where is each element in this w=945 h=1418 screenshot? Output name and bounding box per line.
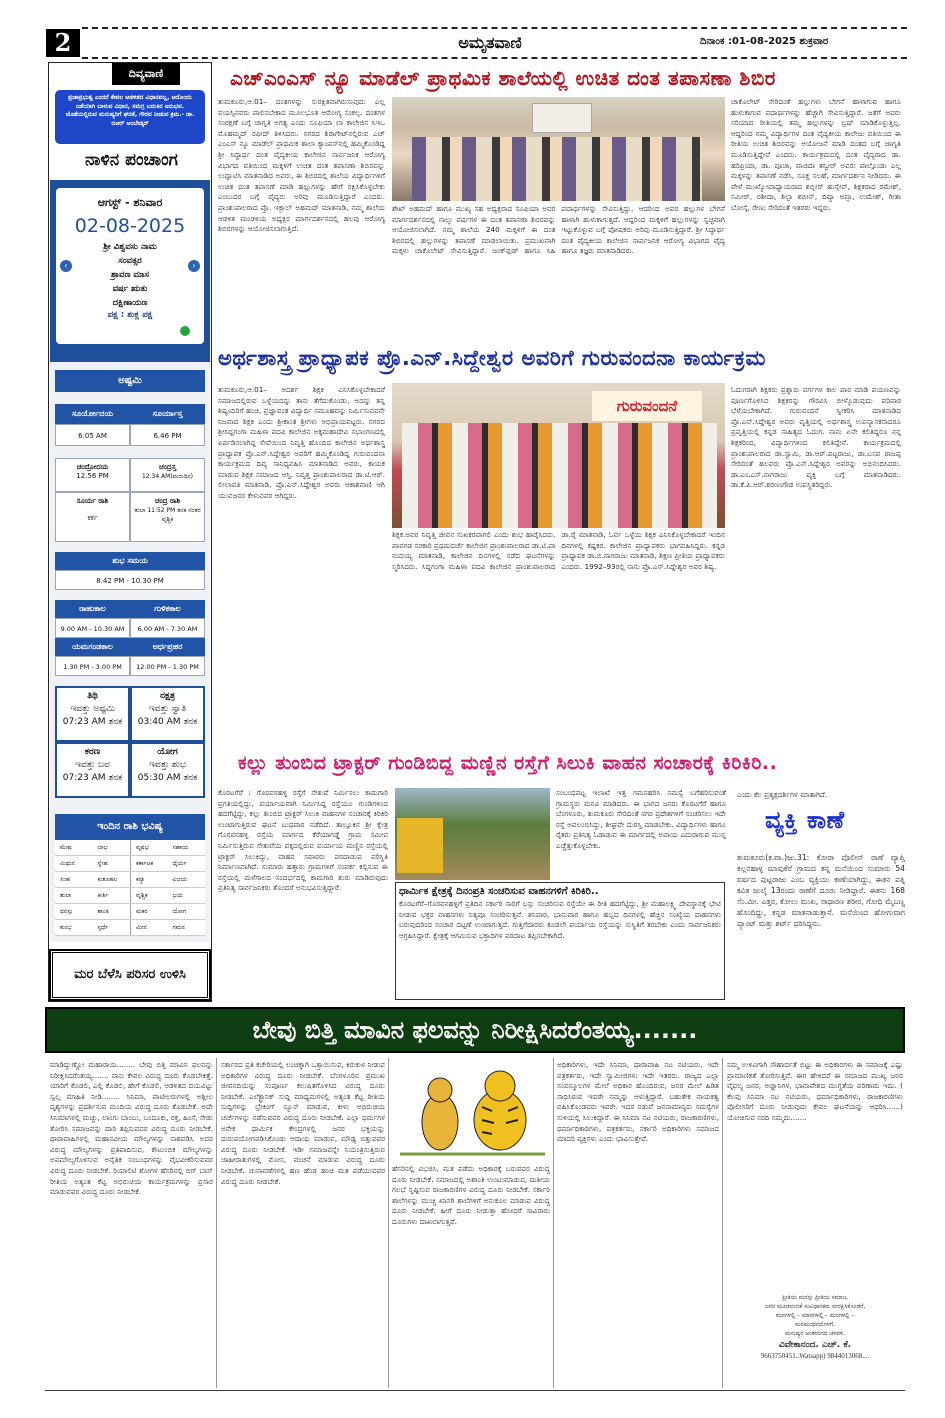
rashi-prediction: ಕುತೂಹಲ [97, 876, 118, 883]
sunrise-time: 6:05 AM [55, 424, 130, 446]
panchanga-date: 02-08-2025 [74, 215, 186, 237]
rashi-sign: ಮಕರ [130, 904, 168, 919]
dharmika-box [395, 882, 725, 1000]
article1-col1: ತುಮಕೂರು,ಆ.01– ದಂತಗಳನ್ನು ಸುರಕ್ಷಿತವಾಗಿರುಸುವುದು ಎಲ್ಲ ವಯಸ್ಸಿನವರು ಪಾಲಿಸಬೇಕಾದ ಮೂಲಭೂತ ಆರೋಗ್ಯ ಸಂಕಲ್ಪ. ದಂತಗಳ ಸಂರಕ್ಷಣೆ ಬಗ್ಗೆ ಜಾಗೃತಿ ಅಗತ್ಯ ಎಂದು ಸೂಫಿಯಾ ಲಾ ಕಾಲೇಜಿನ ಸಿಇಒ ಮೊಹಮ್ಮದ್ ರಫೀದ್ ತಿಳಿಸಿದರು. ನಗರದ ಶಿರಾಗೇಟ್‌ನಲ್ಲಿರುವ ಎಚ್ ಎಂಎಸ್ ನ್ಯೂ ಮಾಡೆಲ್ ಪ್ರಾಥಮಿಕ ಶಾಲಾ ಕ್ಯಾಂಪಸ್‌ನಲ್ಲಿ ಹಮ್ಮಿಕೊಂಡಿದ್ದ ಶ್ರೀ ಸಿದ್ಧಾರ್ಥ ದಂತ ವೈದ್ಯಕೀಯ ಕಾಲೇಜಿನ ಸಾರ್ವಜನಿಕ ಆರೋಗ್ಯ ವಿಭಾಗದ ವತಿಯಿಂದ ಮಕ್ಕಳಿಗೆ ಉಚಿತ ದಂತ ತಪಾಸಣಾ ಶಿಬಿರವನ್ನು ಉದ್ಘಾಟಿಸಿ ಮಾತನಾಡಿದ ಅವರು, ಈ ಶಿಬಿರದಲ್ಲಿ ಶಾಲೆಯ ವಿದ್ಯಾರ್ಥಿಗಳಿಗೆ ಉಚಿತ ದಂತ ತಪಾಸಣೆ ಮಾಡಿ ಹಲ್ಲುಗಳನ್ನು ಹೇಗೆ ರಕ್ಷಿಸಿಕೊಳ್ಳಬೇಕು ಎಂಬುದರ ಬಗ್ಗೆ ವೈದ್ಯರು ಅರಿವು ಮೂಡಿಸುತ್ತಿದ್ದಾರೆ ಎಂದರು. ಪ್ರಾಂಶುಪಾಲರಾದ ಪ್ರೊ. ಇಕ್ಬಾಲ್ ಅಹಮದ್ ಮಾತನಾಡಿ, ನಮ್ಮ ಶಾಲೆಯ ಆಡಳಿತ ಮಂಡಳಿಯ ಅಧ್ಯಕ್ಷರ ಮಾರ್ಗದರ್ಶನದಲ್ಲಿ ಹಲವು ಆರೋಗ್ಯ ಶಿಬಿರಗಳನ್ನು ಆಯೋಜಿಸಲಾಗುತ್ತಿದೆ. [218, 97, 385, 234]
slogan-box: ಮರ ಬೆಳೆಸಿ ಪರಿಸರ ಉಳಿಸಿ [50, 950, 210, 1000]
rashi-row [55, 920, 205, 936]
rashi-table [55, 840, 205, 936]
rashi-prediction: ಕೀರ್ತಿ [97, 892, 109, 899]
moonrise-time: 12.56 PM [76, 472, 109, 480]
nakshatra-today: ಇವತ್ತು ಸ್ವಾತಿ [148, 704, 187, 714]
column-divider [388, 1058, 389, 1388]
rashi-sign: ಸಿಂಹ [60, 876, 71, 883]
dog-head [428, 1078, 452, 1102]
sunset-time: 6.46 PM [130, 424, 205, 446]
samvatsara-label: ಸಂವತ್ಸರ [118, 256, 142, 266]
editorial-col1: ಮಾಡಿದ್ದುಣ್ಣೋ ಮಹಾರಾಯ........ ಬೇವು ಬಿತ್ತಿ ಮಾವಿನ ಫಲವನ್ನು ನಿರೀಕ್ಷಿಸಿದರೆಂತಯ್ಯ....... ನಾನು ಕೇವಲ ವಿರುದ್ಧ ದೂರು ಕೊಡಬೇಕಿತ್ತೆ. ಯಾರಿಗೆ ಕೊಡಲಿ, ಎಲ್ಲಿ ಕೊಡಲಿ, ಹೇಗೆ ಕೊಡಲಿ, ಆಡಳಿತದ ದಯವಿಟ್ಟು ಸ್ವಲ್ಪ ಮಾಹಿತಿ ನೀಡಿ........ ಸಿನಿಮಾ, ಪಾಟೀಲರುಗಳಲ್ಲಿ ಅಶ್ಲೀಲ ದೃಶ್ಯಗಳನ್ನು ಪ್ರದರ್ಶಿಸುವ ಮಂದಿಯ ವಿರುದ್ಧ ದೂರು ಕೊಡಬೇಕೆ. ಅದೇ ಸಿನಿಮಾಗಳಲ್ಲಿ ಮಚ್ಚು, ಲಾಂಗು ಬಾಂಬು, ಬಂದೂಕು, ರಕ್ತ, ಹಿಂಸೆ, ಸೇಡು ತೋರಿಸಿ ಸಮಾಜವನ್ನು ದಾರಿ ತಪ್ಪಿಸುವವರ ವಿರುದ್ಧ ದೂರು ನೀಡಬೇಕೆ. ಧಾರಾವಾಹಿಗಳಲ್ಲಿ ಮಹಾನವೀಯ ಮೌಲ್ಯಗಳನ್ನು ನಾಶಪಡಿಸಿ ಅದರ ವಿರುದ್ಧ ಮೌಲ್ಯಗಳನ್ನು ಪ್ರತಿಪಾದಿಸುವ, ಕೌಟುಂಬಿಕ ಮೌಲ್ಯಗಳನ್ನು ಅಪಮೌಲ್ಯಗೊಳಿಸುವ ಅನೈತಿಕ ಸಂಬಂಧಗಳನ್ನು ವೈಭವೀಕರಿಸುವವರ ವಿರುದ್ಧ ದೂರು ನೀಡಬೇಕೆ. ರಿಯಾಲಿಟಿ ಶೋಗಳ ಹೆಸರಿನಲ್ಲಿ ಬಿಗ್ ಬಾಸ್ ರೀತಿಯ ಅತ್ಯಂತ ಕೆಟ್ಟ ಅಭಿರುಚಿಯ ಕಾರ್ಯಕ್ರಮಗಳನ್ನು ಪ್ರಸಾರ ಮಾಡುವವರ ವಿರುದ್ಧ ದೂರು ನೀಡಬೇಕೆ. [50, 1060, 213, 1197]
article3-headline: ಕಲ್ಲು ತುಂಬಿದ ಟ್ರಾಕ್ಟರ್ ಗುಂಡಿಬಿದ್ದ ಮಣ್ಣಿನ ರಸ್ತೆಗೆ ಸಿಲುಕಿ ವಾಹನ ಸಂಚಾರಕ್ಕೆ ಕಿರಿಕಿರಿ.. [238, 752, 778, 774]
rashi-sign: ಮೇಷ [60, 844, 72, 851]
page-bottom-rule [45, 1390, 905, 1391]
chandra-rashi-cell [130, 492, 205, 542]
rashi-sign: ವೃಷಭ [130, 840, 168, 855]
paksha: ಪಕ್ಷ : ಶುಕ್ಲ ಪಕ್ಷ [107, 310, 153, 320]
tithi-today: ಇವತ್ತು ಅಷ್ಟಮಿ [70, 704, 115, 714]
article3-col2: ಸಂಬಂಧಪಟ್ಟ ಇಲಾಖೆ ಇತ್ತ ಗಮನಹರಿಸಿ ಸಮಸ್ಯೆ ಬಗೆಹರಿಸುವಂತೆ ಗ್ರಾಮಸ್ಥರು ಮನವಿ ಮಾಡಿದರು. ಈ ಭಾಗದ ಜನರು ಕೊರಟಗೆರೆ ಹಾಗೂ ಬೆಂಗಳೂರು, ತುಮಕೂರು ಸೇರಿದಂತೆ ನಗರ ಪ್ರದೇಶಗಳಿಗೆ ಸಂಚರಿಸಲು ಇದೇ ರಸ್ತೆ ಅವಲಂಬಿಸಿದ್ದು, ಶೀಘ್ರವೇ ದುರಸ್ತಿ ಮಾಡಬೇಕು. ವಿದ್ಯಾರ್ಥಿಗಳು ಹಾಗೂ ರೈತರು ಪ್ರತಿನಿತ್ಯ ಓಡಾಡುವ ಈ ಮಾರ್ಗದಲ್ಲಿ ಅಪಾಯ ಎದುರಾಗುವ ಮುನ್ನ ಎಚ್ಚೆತ್ತುಕೊಳ್ಳಬೇಕು. [556, 788, 726, 850]
masthead-title: ಅಮೃತವಾಣಿ [458, 33, 522, 52]
column-divider [722, 1058, 723, 1388]
tithi-until: 07:23 AM ತನಕ [62, 717, 123, 727]
sunrise-label: ಸೂರ್ಯೋದಯ [55, 404, 130, 424]
moonset-cell [130, 458, 205, 492]
missing-person-text: ತುಮಕೂರು(ಕ.ವಾ.)ಜು.31: ಕೋರಾ ಪೊಲೀಸ್ ಠಾಣೆ ವ್ಯಾಪ್ತಿ ಕಲ್ಲನಹಾಳ್ಳ ಮಾವುಕೆರೆ ಗ್ರಾಮದ ತನ್ನ ಮನೆಯಿಂದ ಸುಮಾರು 54 ವರ್ಷದ ಪುಟ್ಟರಾಜು ಎಂಬ ವ್ಯಕ್ತಿಯು ಕಾಣೆಯಾಗಿದ್ದು, ಈತನ ಪತ್ನಿ ಕವಿತ ಜುಲೈ 13ರಂದು ಠಾಣೆಗೆ ದೂರು ನೀಡಿದ್ದಾರೆ. ಈತನು 168 ಸೆಂ.ಮೀ. ಎತ್ತರ, ಕೋಲು ಮುಖ, ಸಾಧಾರಣ ಶರೀರ, ಗೋಧಿ ಮೈಬಣ್ಣ ಹೊಂದಿದ್ದು, ಕನ್ನಡ ಮಾತನಾಡುತ್ತಾನೆ. ಮನೆಯಿಂದ ಹೋಗುವಾಗ ಪ್ಯಾಂಟ್ ಮತ್ತು ಶರ್ಟ್ ಧರಿಸಿದ್ದನು. [737, 853, 905, 928]
masa: ಶ್ರಾವಣ ಮಾಸ [110, 270, 150, 280]
signature-block [727, 1294, 903, 1386]
yoga-label: ಯೋಗ [157, 747, 178, 757]
moonrise-cell [55, 458, 130, 492]
article1-caption: ಶೇಖ್ ಅಹಮದ್ ಹಾಗೂ ಮುಖ್ಯ ಸಹ ಅಧ್ಯಕ್ಷರಾದ ಸೂಫಿಯಾ ಅವರ ಮಾರ್ಗದರ್ಶನದಲ್ಲಿ ನಾಲ್ಕು ವರ್ಷಗಳ ಈ ದಂತ ತಪಾಸಣಾ ಶಿಬಿರವನ್ನು ಆಯೋಜಿಸಲಾಗಿದೆ. ನಮ್ಮ ಶಾಲೆಯ 240 ಮಕ್ಕಳಿಗೆ ಈ ದಂತ ಶಿಬಿರದಲ್ಲಿ ಹಲ್ಲುಗಳನ್ನು ತಪಾಸಣೆ ಮಾಡಲಾಯಿತು. ಪ್ರಮುಖವಾಗಿ ಮಕ್ಕಳು ಚಾಕೊಲೇಟ್ ಸೇವಿಸುತ್ತಿದ್ದಾರೆ. ಜಂಕ್‌ಫುಡ್ ಹಾಗೂ ಸಿಹಿ ಪದಾರ್ಥಗಳನ್ನು ಸೇವಿಸುತ್ತಿದ್ದು, ಆದರಿಂದ ಅವರ ಹಲ್ಲುಗಳ ಬೇಗನೆ ಹಾಳಾಗಿ ಹುಳುಕಾಗುತ್ತದೆ. ಆದ್ದರಿಂದ ಮಕ್ಕಳಿಗೆ ಹಲ್ಲುಗಳನ್ನು ಸ್ವಚ್ಛವಾಗಿ ಇಟ್ಟುಕೊಳ್ಳುವ ಬಗ್ಗೆ ಪೋಷಕರು ಅರಿವು ಮೂಡಿಸುತ್ತಿದ್ದಾರೆ. ಶ್ರೀ ಸಿದ್ಧಾರ್ಥ ದಂತ ವೈದ್ಯಕೀಯ ಕಾಲೇಜಿನ ಸಾರ್ವಜನಿಕ ಆರೋಗ್ಯ ವಿಭಾಗದ ವೈದ್ಯ ಹಾಗೂ ತಜ್ಞರು ಮಾತನಾಡಿದರು. [392, 204, 725, 256]
editorial-col5: ನಮ್ಮ ಉಳಿವಿಗಾಗಿ ಸೌಹಾರ್ದತೆ ಬಿಟ್ಟು ಈ ಅಧಿಕಾರಗಳು ಈ ಸಮಾಜಕ್ಕೆ ಎಷ್ಟು ಪ್ರಾಮಾಣಿಕತೆ ತೋರಿಸುತ್ತಿವೆ. ಈಗ ಹೇಳಿದರೆ ಈ ಸಮಾಜದ ಮುಖ್ಯ ಜನರ ವೈಫಲ್ಯ ಜನರ, ಅಜ್ಞಾನಿಗಳ, ಭಾವಾವೇಶದ ಮುಗ್ಧತೆಯ ಪರಿಣಾಮ ಇದು. ( ಕೆಲವು ಸಿನಿಮಾ ನಟ ನಟಿಯರು, ಧರ್ಮಾಧಿಕಾರಿಗಳು, ರಾಜಕಾರಣಿಗಳು ಪೊಲೀಸರಿಗೆ ದೂರು ನೀಡುವುದು ಕೇವಲ ಘಟನೆಯನ್ನು ಆಧರಿಸಿ......) ಯೋಚಿಸುವ ಸರದಿ ನಮ್ಮದು....... [727, 1060, 903, 1122]
article1-headline: ಎಚ್‌ಎಂಎಸ್ ನ್ಯೂ ಮಾಡೆಲ್ ಪ್ರಾಥಮಿಕ ಶಾಲೆಯಲ್ಲಿ ಉಚಿತ ದಂತ ತಪಾಸಣಾ ಶಿಬಿರ [230, 66, 776, 90]
prev-arrow-icon[interactable]: ‹ [60, 260, 72, 272]
photo-banner-text: ಗುರುವಂದನೆ [592, 391, 702, 421]
gulika-label: ಗುಳಿಕಕಾಲ [130, 600, 205, 618]
editorial-banner: ಬೇವು ಬಿತ್ತಿ ಮಾವಿನ ಫಲವನ್ನು ನಿರೀಕ್ಷಿಸಿದರೆಂತಯ್ಯ....... [45, 1007, 905, 1053]
column-divider [553, 1058, 554, 1388]
rashi-sign: ಧನಸ್ಸು [60, 908, 73, 915]
issue-date: ದಿನಾಂಕ :01-08-2025 ಶುಕ್ರವಾರ [700, 36, 829, 47]
rashi-prediction: ಲಾಭ [97, 844, 108, 851]
yoga-until: 05:30 AM ತನಕ [137, 773, 198, 783]
rashi-prediction: ಧೈರ್ಯ [172, 860, 187, 867]
sunset-label: ಸೂರ್ಯಾಸ್ತ [130, 404, 205, 424]
nakshatra-cell [130, 686, 205, 742]
nakshatra-label: ನಕ್ಷತ್ರ [159, 691, 176, 701]
rahu-label: ರಾಹುಕಾಲ [55, 600, 130, 618]
dharmika-title: ಧಾರ್ಮಿಕ ಕ್ಷೇತ್ರಕ್ಕೆ ದಿನಂಪ್ರತಿ ಸಂಚರಿಸುವ ವಾಹನಗಳಿಗೆ ಕಿರಿಕಿರಿ.. [399, 886, 599, 897]
surya-rashi-cell [55, 492, 130, 542]
rashi-prediction: ಭಯ [172, 892, 184, 899]
editorial-col3: ಹೆಸರಿನಲ್ಲಿ ವಿಭಜಿಸಿ, ಮತ ಪಡೆದು ಅಧಿಕಾರಕ್ಕೆ ಬರುವವರ ವಿರುದ್ಧ ದೂರು ನೀಡಬೇಕೆ. ಸಮಾಜದಲ್ಲಿ ಅಶಾಂತಿ ಉಂಟುಮಾಡುವ, ಮತೀಯ ಗಲಭೆ ಸೃಷ್ಟಿಸುವ ರಾಜಕಾರಣಿಗಳ ವಿರುದ್ಧ ದೂರು ನೀಡಬೇಕೆ. ಸರ್ಕಾರಿ ಶಾಲೆಗಳನ್ನು ಮುಚ್ಚಿ ಖಾಸಗಿ ಶಾಲೆಗಳಿಗೆ ಅನುಕೂಲ ಮಾಡುವ ವಿರುದ್ಧ ದೂರು ನೀಡಬೇಕೆ. ಹೀಗೆ ದೂರು ನೀಡುತ್ತಾ ಹೋದರೆ ಸಾವಿರಾರು ದೂರುಗಳು ದಾಖಲಾಗುತ್ತವೆ. [392, 1164, 550, 1226]
editorial-col2: ಸರ್ಕಾರದ ಪ್ರತಿ ಕಚೇರಿಯಲ್ಲಿ ಲಂಚಕ್ಕಾಗಿ ಒತ್ತಾಯಿಸುವ, ಕಿರುಕುಳ ನೀಡುವ ಅಧಿಕಾರಿಗಳ ವಿರುದ್ಧ ದೂರು ನೀಡಬೇಕೆ. ಬೆಂಗಳೂರಿನ ಪ್ರಮುಖ ಜೀವನದಿಯನ್ನು ಸಂಪೂರ್ಣ ಕಲುಷಿತಗೊಳಿಸಿದ ವಿರುದ್ಧ ದೂರು ನೀಡಬೇಕೆ. ಎಲೆಕ್ಟ್ರಾನಿಕ್ ಸುದ್ದಿ ಮಾಧ್ಯಮಗಳಲ್ಲಿ ಅತ್ಯಂತ ಕೆಟ್ಟ ರೀತಿಯ ಸುದ್ದಿಗಳನ್ನು ಬ್ರೇಕಿಂಗ್ ನ್ಯೂಸ್ ಮಾಡುವ, ಕೀಳು ಅಭಿರುಚಿಯ ಚರ್ಚೆಗಳನ್ನು ನಡೆಸುವವರ ವಿರುದ್ಧ ದೂರು ನೀಡಬೇಕೆ. ಎಲ್ಲಾ ಧರ್ಮಗಳ ಅನೇಕ ಧಾರ್ಮಿಕ ಕೇಂದ್ರಗಳಲ್ಲಿ ಜನರ ಭಕ್ತಿಯನ್ನು ದುರುಪಯೋಗಪಡಿಸಿಕೊಂಡು ಆದಾಯ ಮಾಡುವ, ಮೌಢ್ಯ ಬಿತ್ತುವವರ ವಿರುದ್ಧ ದೂರು ನೀಡಬೇಕೆ. ಇಡೀ ಸಮಾಜವನ್ನೇ ನಿಯಂತ್ರಿಸುತ್ತಿರುವ ಜಾಹೀರಾತುಗಳಲ್ಲಿ ಮೋಸ, ವಂಚನೆ ಮಾಡುವ ವಿರುದ್ಧ ದೂರು ನೀಡಬೇಕೆ. ಚುನಾವಣೆಗಳಲ್ಲಿ ಹಣ ಹೆಂಡ ಹಂಚಿ ಮತ ಪಡೆಯುವವರ ವಿರುದ್ಧ ದೂರು ನೀಡಬೇಕೆ. [221, 1060, 385, 1186]
column-divider [216, 1058, 217, 1388]
ayana: ದಕ್ಷಿಣಾಯಣ [112, 298, 148, 308]
moonset-time: 12.34 AM(ಮರುದಿನ) [141, 473, 194, 480]
signature-line: ಮನಗಳಲ್ಲಿ – ಮಾನಗಳಲ್ಲಿ – ಮನಗಳಲ್ಲಿ – [775, 1313, 855, 1319]
date-card [56, 188, 204, 344]
photo-banner [532, 103, 592, 133]
rashi-sign: ಕನ್ಯಾ [130, 872, 168, 887]
tiger-head [485, 1071, 515, 1101]
page-number: 2 [46, 29, 80, 57]
article2-photo [392, 383, 725, 528]
rashi-prediction: ಸ್ನೇಹ [97, 860, 108, 867]
signature-line: ಪ್ರೀತಿಯ ಮನಸ್ಸು ಪ್ರೀತಿಯ ಸಮಾಜ, [782, 1295, 848, 1301]
rashi-prediction: ಸ್ಪರ್ಧೆ [97, 924, 109, 931]
quote-box: ಪ್ರಜಾಪ್ರಭುತ್ವ ಎಂದರೆ ಕೇವಲ ಆಡಳಿತದ ವಿಧಾನವಲ್ಲ, ಅದೊಂದು ಜತೆಯಾಗಿ ಬಾಳುವ ವಿಧಾನ, ಸಮಗ್ರ ಬದುಕಿನ ಅನುಭವ. ಜೊತೆಯಲ್ಲಿರುವ ಮನುಷ್ಯರಿಗೆ ಘನತೆ, ಗೌರವ ನೀಡುವ ಕ್ರಮ.- ಡಾ. ಬಿಆರ್ ಅಂಬೇಡ್ಕರ್ [55, 90, 205, 144]
rashi-sign: ತುಲಾ [60, 892, 72, 899]
rashi-sign: ಕರ್ಕಾಟಕ [130, 856, 168, 871]
moonset-label: ಚಂದ್ರಸ್ತ [158, 463, 177, 471]
rashi-prediction: ಸಹಾಯ [172, 844, 189, 851]
ritu: ವರ್ಷ ಋತು [112, 284, 148, 294]
panchanga-title: ನಾಳಿನ ಪಂಚಾಂಗ [85, 150, 178, 170]
tractor-photo [395, 788, 550, 880]
signature-line: ಮನಮಂಥನದೊಳಗೆ, [795, 1322, 835, 1328]
rashi-prediction: ವಿಜಯ [172, 876, 187, 883]
signature-line: ಮನುಷ್ಯರ ಅಂತರಂಗದ ಚಳವಳಿ, [785, 1331, 845, 1337]
signature-line: ಜನರ ಮೂಡನಂಬಿಕೆ ಸಂವಿಧಾನಕರು ಸಂರಕ್ಷಿಸಿಕೊಂಡರೆ, [764, 1304, 866, 1310]
rashi-prediction: ಗಮನ [172, 924, 185, 931]
article3-col1: ಕೊರಟಗೆರೆ : ಗೊರವನಹಳ್ಳಿ ರಸ್ತೆಗೆ ಸೇತುವೆ ನಿರ್ಮಿಸಲು ಕಾಮಗಾರಿ ಪ್ರಗತಿಯಲ್ಲಿದ್ದು, ಪರ್ಯಾಯವಾಗಿ ನಿರ್ಮಿಸಿದ್ದ ರಸ್ತೆಯೂ ಗುಂಡಿಗಳಿಂದ ಹದಗೆಟ್ಟಿದ್ದು, ಕಲ್ಲು ತುಂಬಿದ ಟ್ರಾಕ್ಟರ್ ಸಿಲುಕಿ ವಾಹನಗಳ ಸಂಚಾರಕ್ಕೆ ಕಿರಿಕಿರಿ ಉಂಟಾಗುತ್ತಿರುವ ಘಟನೆ ಬುಧವಾರ ನಡೆದಿದೆ. ತಾಲ್ಲೂಕಿನ ಶ್ರೀ ಕ್ಷೇತ್ರ ಗೊರವನಹಳ್ಳಿ ರಸ್ತೆಯ ಮಾರ್ಗದ ಕೆರೆಯಾಗಡ್ಡೆ ಗ್ರಾಮ ಸಮೀಪ ನಿರ್ಮಿಸುತ್ತಿರುವ ಸೇತುವೆಯ ಪಕ್ಕದಲ್ಲಿರುವ ಪರ್ಯಾಯ ಮಣ್ಣಿನ ರಸ್ತೆಯಲ್ಲಿ ಟ್ರಾಕ್ಟರ್ ಸಿಲುಕಿದ್ದು, ವಾಹನ ಸವಾರರು ಪರದಾಡುವ ಪರಿಸ್ಥಿತಿ ನಿರ್ಮಾಣವಾಗಿದೆ. ಸುಮಾರು ಹತ್ತಾರು ಗ್ರಾಮಗಳಿಗೆ ಸಂಪರ್ಕ ಕಲ್ಪಿಸುವ ಈ ರಸ್ತೆಯಲ್ಲಿ ಮಳೆಗಾಲದ ಸಂದರ್ಭದಲ್ಲಿ ಕಾಮಗಾರಿ ಶುರು ಮಾಡಿರುವುದು ಪ್ರತಿನಿತ್ಯ ಸಾರ್ವಜನಿಕರು ತೊಂದರೆ ಅನುಭವಿಸುತ್ತಿದ್ದಾರೆ. [218, 788, 388, 893]
divyavani-title: ದಿವ್ಯವಾಣಿ [112, 63, 180, 85]
karana-cell [55, 742, 130, 798]
rashi-sign: ವೃಶ್ಚಿಕ [130, 888, 168, 903]
yoga-today: ಇವತ್ತು ಶುಭ [149, 760, 186, 770]
article3-tail: ಎಂದು ಕೆಲ ಪ್ರತ್ಯಕ್ಷದರ್ಶಿಗಳ ಮಾತಾಗಿದೆ. [737, 790, 828, 799]
whatsapp-icon[interactable] [180, 326, 190, 336]
shubha-time: 8.42 PM - 10.30 PM [55, 570, 205, 590]
tractor [397, 818, 443, 873]
ardha-time: 12.00 PM - 1.30 PM [130, 656, 205, 676]
rashi-row [55, 904, 205, 920]
author-phone: 9663750451..Watsapp) 9844013068.... [760, 1352, 870, 1360]
author-name: ವಿವೇಕಾನಂದ. ಎಚ್. ಕೆ. [778, 1340, 852, 1350]
samvatsara: ಶ್ರೀ ವಿಶ್ವವಸು ನಾಮ [103, 242, 157, 252]
rashi-row [55, 856, 205, 872]
surya-rashi: ಕರ್ಕ [87, 514, 98, 522]
rashi-title: ಇಂದಿನ ರಾಶಿ ಭವಿಷ್ಯ [55, 814, 205, 840]
tithi-label: ತಿಥಿ [87, 691, 98, 701]
karana-today: ಇವತ್ತು ಬವ [75, 760, 110, 770]
chandra-rashi: ತುಲಾ 11:52 PM ತನಕ ನಂತರ ವೃಶ್ಚಿಕ [134, 507, 201, 523]
article2-caption: ಶಿಕ್ಷಕ.ಅವರ ನಿವೃತ್ತಿ ಜೀವನ ಸುಖಕರವಾಗಲಿ ಎಂದು ಶುಭ ಹಾರೈಸಿದರು. ಪಾವಗಡ ಸರಕಾರಿ ಪ್ರಥಮದರ್ಜೆ ಕಾಲೇಜಿನ ಪ್ರಾಂಶುಪಾಲರಾದ ಡಾ.ಟಿ.ಪಾ ನಂದಯ್ಯ ಮಾತನಾಡಿ, ಕಾಲೇಜಿನ ದಿನಗಳಲ್ಲಿ ನಡೆದ ಘಟನೆಗಳನ್ನು ಸ್ಮರಿಸಿದರು. ಸಿದ್ದಗಂಗಾ ಮಹಿಳಾ ಪದವಿ ಕಾಲೇಜಿನ ಪ್ರಾಂಶುಪಾಲರಾದ ಡಾ.ರೈ ಮಾತನಾಡಿ, ಓರ್ವ ಒಳ್ಳೆಯ ಶಿಕ್ಷಕ ಎನಿಸಿಕೊಳ್ಳಬೇಕಾದರೆ ಇಂದಿನ ದಿನಗಳಲ್ಲಿ ಕಷ್ಟಕರ. ಕಾಲೇಜಿನ ಪ್ರಾಧ್ಯಾಪಕರು ಭಾಗವಹಿಸಿದ್ದರು. ಕನ್ನಡ ಪ್ರಾಧ್ಯಾಪಕ ಡಾ.ಬಿ.ನಾಗರಾಜು ಮಾತನಾಡಿ, ಶಿಕ್ಷಣ ಪ್ರೀತಿಯ ಪ್ರಾಧ್ಯಾಪಕರು ಎಂದರು. 1992–93ರಲ್ಲಿ ನಾನು ಪ್ರೊ.ಎನ್.ಸಿದ್ದೇಶ್ವರ ಅವರ ಶಿಷ್ಯ. [392, 530, 725, 571]
yama-time: 1.30 PM - 3.00 PM [55, 656, 130, 676]
next-arrow-icon[interactable]: › [188, 260, 200, 272]
rashi-sign: ಮೀನ [130, 920, 168, 935]
cartoon-illustration [400, 1062, 545, 1162]
article1-photo [392, 97, 725, 201]
dharmika-text: ಕೊರಟಗೆರೆ–ಗೊರವನಹಳ್ಳಿಗೆ ಪ್ರತಿದಿನ ಸರ್ಕಾರಿ ಸಾರಿಗೆ ಬಸ್ಸು ಸಂಚರಿಸುವ ರಸ್ತೆಯೇ ಈ ರೀತಿ ಹದಗೆಟ್ಟಿದ್ದು, ಶ್ರೀ ಮಹಾಲಕ್ಷ್ಮಿ ದೇವಸ್ಥಾನಕ್ಕೆ ಭೇಟಿ ನೀಡುವ ಭಕ್ತರ ವಾಹನಗಳು ನಿತ್ಯವೂ ಸಂಚರಿಸುತ್ತವೆ. ಶನಿವಾರ, ಭಾನುವಾರ ಹಾಗೂ ಹಬ್ಬದ ದಿನಗಳಲ್ಲಿ ಹೆಚ್ಚಿನ ಸಂಖ್ಯೆಯ ವಾಹನಗಳು ಬರುವುದರಿಂದ ಸಂಚಾರ ದಟ್ಟಣೆ ಉಂಟಾಗುತ್ತದೆ. ಗುತ್ತಿಗೆದಾರರು ಕೂಡಲೇ ಪರ್ಯಾಯ ರಸ್ತೆಯನ್ನು ಸುಸ್ಥಿತಿಗೆ ತರಬೇಕು ಎಂದು ಸಾರ್ವಜನಿಕರು ಆಗ್ರಹಿಸಿದ್ದಾರೆ. ಕ್ಷೇತ್ರಕ್ಕೆ ಆಗಮಿಸುವ ಭಕ್ತಾದಿಗಳ ಪರದಾಟ ತಪ್ಪಿಸಬೇಕಾಗಿದೆ. [399, 899, 721, 940]
yama-label: ಯಮಗಂಡಕಾಲ [55, 638, 130, 656]
article2-col1: ತುಮಕೂರು,ಆ.01– ಆದರ್ಶ ಶಿಕ್ಷಕ ಎನಿಸಿಕೊಳ್ಳಬೇಕಾದರೆ ಸಮಾಜದಲ್ಲಿರುವ ಒಳ್ಳೆಯದನ್ನು ತಾನು ತೆಗೆದುಕೊಂಡು, ಅದನ್ನು ತನ್ನ ಶಿಷ್ಯಂದಿರಿಗೆ ಹಂಚಿ, ಪ್ರಜ್ಞಾವಂತ ವಿದ್ಯಾರ್ಥಿ ಸಮೂಹವನ್ನು ನಿರ್ಮಿಸುವವನೇ ನಿಜವಾದ ಶಿಕ್ಷಕ ಎಂದು ಶ್ರೀಕಾಂತ ಶ್ರೀಗಳು ಅಭಿಪ್ರಾಯಪಟ್ಟರು. ನಗರದ ಶ್ರೀಸಿದ್ದಗಂಗಾ ಮಹಿಳಾ ಪದವಿ ಕಾಲೇಜಿನ ಅಕ್ಕಮಹಾದೇವಿ ಸಭಾಂಗಣದಲ್ಲಿ ಏರ್ಪಡಿಸಲಾಗಿದ್ದ ಸೇವೆಯಿಂದ ನಿವೃತ್ತಿ ಹೊಂದಿದ ಕಾಲೇಜಿನ ಅರ್ಥಶಾಸ್ತ್ರ ಪ್ರಾಧ್ಯಾಪಕ ಪ್ರೊ.ಎನ್.ಸಿದ್ದೇಶ್ವರ ಅವರಿಗೆ ಹಮ್ಮಿಕೊಂಡಿದ್ದ ಗುರುವಂದನಾ ಕಾರ್ಯಕ್ರಮದ ದಿವ್ಯ ಸಾನಿಧ್ಯವಹಿಸಿ ಮಾತನಾಡಿದ ಅವರು, ಕಾಯಕ ಮಾಡುವ ಶಿಕ್ಷಕ ಸಮಾಜದ ಆಸ್ತಿ. ನಿವೃತ್ತ ಪ್ರಾಂಶುಪಾಲರಾದ ಡಾ.ಟಿ.ಆರ್. ಲೀಲಾವತಿ ಮಾತನಾಡಿ, ಪ್ರೊ.ಎನ್.ಸಿದ್ದೇಶ್ವರ ಅವರು ಆಕಾಶವಾಣಿ ಆಗಿ ಯುವಜನರ ಕೇಳುವವರ ಆಗಿದ್ದರು. [218, 385, 385, 500]
article1-col3: ಚಾಕೊಲೇಟ್ ಸೇರಿದಂತೆ ಹಲ್ಲುಗಳು ಬೇಗನೆ ಹಾಳಾಗುವ ಹಾಗೂ ಹುಳುಕಾಗುವ ಪದಾರ್ಥಗಳನ್ನು ಹೆಚ್ಚಾಗಿ ಸೇವಿಸುತ್ತಿದ್ದಾರೆ. ಜತೆಗೆ ಅವರು ಸರಿಯಾದ ರೀತಿಯಲ್ಲಿ ತಮ್ಮ ಹಲ್ಲುಗಳನ್ನು ಬ್ರಷ್ ಮಾಡಿಕೊಳ್ಳುತ್ತಿಲ್ಲ. ಆದ್ದರಿಂದ ನಮ್ಮ ವಿದ್ಯಾರ್ಥಿಗಳ ದಂತ ವೈದ್ಯಕೀಯ ಕಾಲೇಜು ವತಿಯಿಂದ ಈ ರೀತಿಯ ಉಚಿತ ಶಿಬಿರವನ್ನು ಆಯೋಜನೆ ಮಾಡಿ ದಂತದ ಬಗ್ಗೆ ಜಾಗೃತಿ ಮೂಡಿಸುತ್ತಿದ್ದೇವೆ ಎಂದರು. ಕಾರ್ಯಕ್ರಮದಲ್ಲಿ ದಂತ ವೈದ್ಯರಾದ ಡಾ. ಹರಿಪ್ರಿಯಾ, ಡಾ. ಪೂಜಾ, ವಾಜಿದಾ ತನ್ವೀರ್ ಅವರು ಪಾಲ್ಗೊಂಡು ಎಲ್ಲ ಮಕ್ಕಳನ್ನು ತಪಾಸಣೆ ನಡೆಸಿ, ಸೂಕ್ತ ಸಲಹೆ, ಮಾರ್ಗದರ್ಶನ ನೀಡಿದರು. ಈ ವೇಳೆ ಮುಖ್ಯೋಪಾಧ್ಯಾಯರಾದ ಶಬ್ಬೀರ್ ಹುಸ್ಸೇನ್, ಶಿಕ್ಷಕರಾದ ರಮೇಶ್, ಸಮೀರ್, ರಶೀದಾ, ಶಿಲ್ಪಾ ಶಬೀನ್, ದಿವ್ಯಾ ಅಪ್ಸಾ, ಉಮೇಶ್, ಗೀತಾ ಬೋಸ್ಕೆ, ರೇಣು ಸೇರಿದಂತೆ ಇತರರು ಇದ್ದರು. [731, 97, 901, 212]
rashi-row [55, 872, 205, 888]
rahu-time: 9.00 AM - 10.30 AM [55, 618, 130, 638]
editorial-col4: ಅಧಿಕಾರಿಗಳು, ಇದೇ ಸಿನಿಮಾ, ಧಾರಾವಾಹಿ ನಟ ನಟಿಯರು, ಇದೇ ಪತ್ರಕರ್ತರು, ಇದೇ ಸ್ವಾಮೀಜಿಗಳು ಇದೇ ಇತರರು. ರಾಜ್ಯದ ಎಲ್ಲಾ ಸಂಪನ್ಮೂಲಗಳ ಮೇಲೆ ಅಧಿಕಾರ ಹೊಂದಿರುವ, ಜನರ ಮೇಲೆ ಹಿಡಿತ ಸಾಧಿಸಿರುವ ಇವರೇ ನಮ್ಮನ್ನು ಆಳುತ್ತಿದ್ದಾರೆ. ಬಹುತೇಕ ನಾಯಕತ್ವ ವಹಿಸಿಕೊಂಡವರು ಇವರೇ. ಇದರ ನಡುವೆ ಜನಸಾಮಾನ್ಯರು ಸಮಸ್ಯೆಗಳ ಸುಳಿಯಲ್ಲಿ ಸಿಲುಕಿದ್ದಾರೆ. ಈ ಸಿನಿಮಾ ನಟ ನಟಿಯರು, ರಾಜಕಾರಣಿಗಳು, ಧರ್ಮಾಧಿಕಾರಿಗಳು, ಪತ್ರಕರ್ತರು, ಸರ್ಕಾರಿ ಅಧಿಕಾರಿಗಳು ಸಮಾಜದ ಮಾದರಿ ವ್ಯಕ್ತಿಗಳು ಎಂದು ಭಾವಿಸುತ್ತೇವೆ. [557, 1060, 719, 1144]
surya-rashi-label: ಸೂರ್ಯ ರಾಶಿ [76, 497, 109, 505]
nakshatra-until: 03:40 AM ತನಕ [137, 717, 198, 727]
rashi-sign: ಕುಂಭ [60, 924, 72, 931]
tithi-header: ಅಷ್ಟಮಿ [55, 370, 205, 392]
header-rule-top [82, 27, 907, 29]
ardha-label: ಅರ್ಧಪ್ರಹರ [130, 638, 205, 656]
moonrise-label: ಚಂದ್ರೋದಯ [76, 463, 109, 471]
photo-people [402, 423, 717, 528]
rashi-row [55, 888, 205, 904]
month-day: ಆಗಸ್ಟ್ - ಶನಿವಾರ [97, 196, 163, 209]
photo-people [412, 137, 702, 201]
gulika-time: 6.00 AM - 7.30 AM [130, 618, 205, 638]
tithi-cell [55, 686, 130, 742]
chandra-rashi-label: ಚಂದ್ರ ರಾಶಿ [154, 497, 181, 505]
rashi-row [55, 840, 205, 856]
karana-until: 07:23 AM ತನಕ [62, 773, 123, 783]
header-rule-bottom [82, 57, 907, 59]
rashi-sign: ಮಿಥುನ [60, 860, 75, 867]
shubha-label: ಶುಭ ಸಮಯ [55, 552, 205, 570]
yoga-cell [130, 742, 205, 798]
rashi-prediction: ಶಾಂತಿ [97, 908, 109, 915]
rashi-prediction: ಯೋಗ [172, 908, 187, 915]
article2-col3: ಓದುಗರಾಗಿ ಶಿಕ್ಷಕರು ಪ್ರಶ್ನಾರು ವರ್ಗಗಳ ಕಾಲ ಪಾಠ ಮಾಡಿ ಪಯಣವನ್ನು ಪೂರ್ಣಗೊಳಿಸಿದ ಶಿಕ್ಷಕರನ್ನು ಗೌರವಿಸಿ ಬೀಳ್ಕೊಡುವುದು ಪರಿಪಾಠ ಬೆಳೆಯಬೇಕಾಗಿದೆ. ಗುರುವಂದನೆ ಸ್ವೀಕರಿಸಿ ಮಾತನಾಡಿದ ಪ್ರೊ.ಎನ್.ಸಿದ್ದೇಶ್ವರ ಅವರು ವೃತ್ತಿಯಲ್ಲಿ ಅರ್ಥಶಾಸ್ತ್ರ ಉಪನ್ಯಾಸಕನಾದರೂ ಪ್ರವೃತ್ತಿಯಲ್ಲಿ ಕನ್ನಡ ಸಾಹಿತ್ಯದ ಓದುಗ. ನಾನು ಏನೇ ಕಲಿತಿದ್ದರೂ ನನ್ನ ಶಿಕ್ಷಕರಿಂದ, ವಿದ್ಯಾರ್ಥಿಗಳಿಂದ ಕಲಿತಿದ್ದೇನೆ. ಕಾರ್ಯಕ್ರಮದಲ್ಲಿ ಪ್ರಾಂಶುಪಾಲರಾದ ಡಾ.ಸ್ವಾಮಿ, ಡಾ.ಆರ್.ಪಟ್ಟರಾಜು, ಡಾ.ಬಸವ ರಾಜಪ್ಪ ಸೇರಿದಂತೆ ಹಲವರು ಪ್ರೊ.ಎನ್.ಸಿದ್ದೇಶ್ವರ ಅವರನ್ನು ಅಭಿನಂದಿಸಿದರು. ಡಾ.ಎಂ.ಎಸ್.ನಾಗರಾಜು ವ್ಯಕ್ತಿ ಬಗ್ಗೆ ಮಾತನಾಡಿದರು. ಡಾ.ಕೆ.ಪಿ.ಆರ್.ಶರಣಂಗೌಡ ಉಪಸ್ಥಿತರಿದ್ದರು. [731, 385, 901, 490]
missing-person-headline: ವ್ಯಕ್ತಿ ಕಾಣೆ [765, 806, 845, 834]
karana-label: ಕರಣ [84, 747, 101, 757]
article2-headline: ಅರ್ಥಶಾಸ್ತ್ರ ಪ್ರಾಧ್ಯಾಪಕ ಪ್ರೊ.ಎನ್.ಸಿದ್ದೇಶ್ವರ ಅವರಿಗೆ ಗುರುವಂದನಾ ಕಾರ್ಯಕ್ರಮ [218, 346, 767, 370]
